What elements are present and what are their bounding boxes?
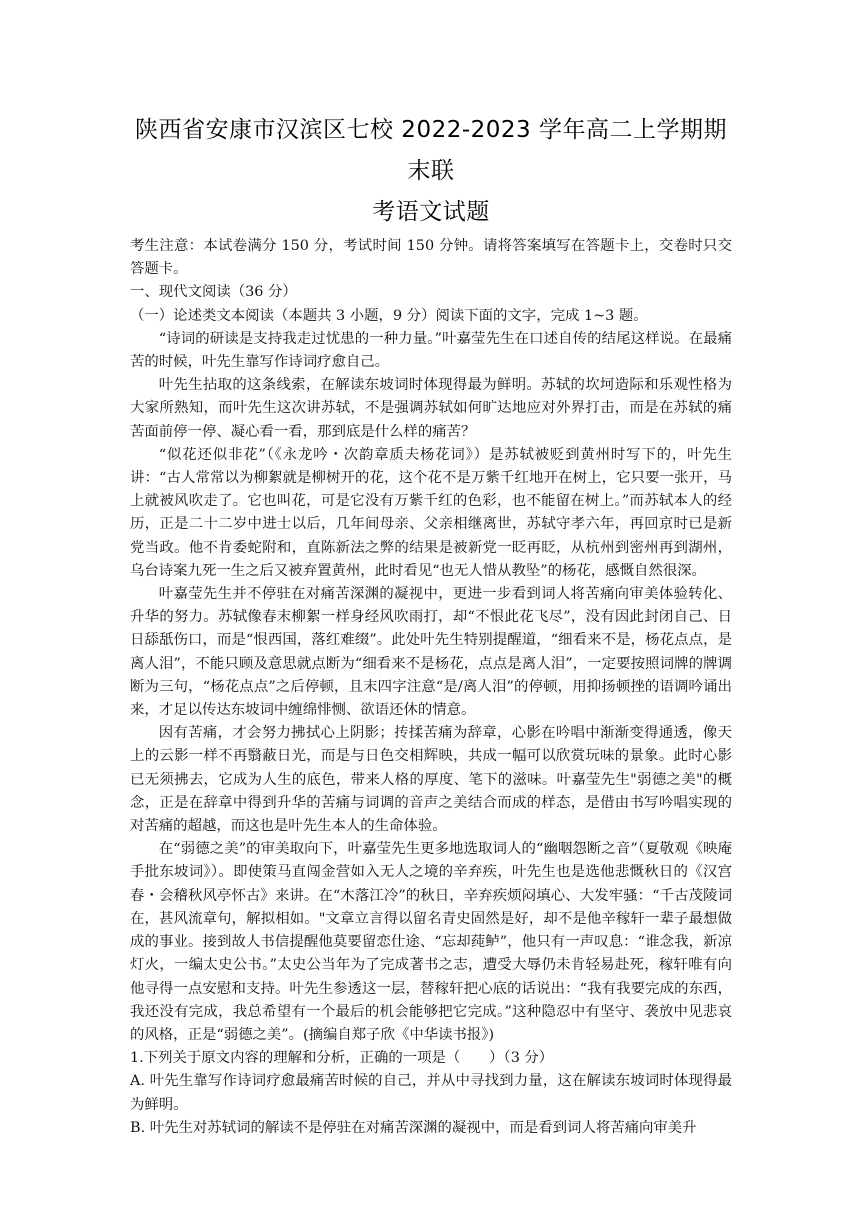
paragraph: “似花还似非花”（《永龙吟・次韵章质夫杨花词》）是苏轼被贬到黄州时写下的，叶先生讲：“古人常常以为柳絮就是柳树开的花，这个花不是万紫千红地开在树上，它只要一张开，马上就被风吹走了。它也叫花，可是它没有万紫千红的色彩，也不能留在树上。”而苏轼本人的经历，正是二十二岁中进士以后，几年间母亲、父亲相继离世，苏轼守孝六年，再回京时已是新党当政。他不肯委蛇附和，直陈新法之弊的结果是被新党一眨再眨，从杭州到密州再到湖州，乌台诗案九死一生之后又被弃置黄州，此时看见“也无人惜从教坠”的杨花，感慨自然很深。: [130, 446, 732, 579]
question-1: 1.下列关于原文内容的理解和分析，正确的一项是（ ）（3 分）: [130, 1050, 554, 1067]
paragraph: 叶先生拈取的这条线索，在解读东坡词时体现得最为鲜明。苏轼的坎坷造际和乐观性格为大家所熟知，而叶先生这次讲苏轼，不是强调苏轼如何旷达地应对外界打击，而是在苏轼的痛苦面前停一停、凝心看一看，那到底是什么样的痛苦？: [130, 377, 732, 440]
option-a: A. 叶先生靠写作诗词疗愈最痛苦时候的自己，并从中寻找到力量，这在解读东坡词时体现得最为鲜明。: [130, 1073, 732, 1113]
paragraph: 因有苦痛，才会努力拂拭心上阴影；抟揉苦痛为辞章，心影在吟唱中渐渐变得通透，像天上的云影一样不再翳蔽日光，而是与日色交相辉映，共成一幅可以欣赏玩味的景象。此时心影已无须拂去，它成为人生的底色，带来人格的厚度、笔下的滋味。叶嘉莹先生"弱德之美"的概念，正是在辞章中得到升华的苦痛与词调的音声之美结合而成的样态，是借由书写吟唱实现的对苦痛的超越，而这也是叶先生本人的生命体验。: [130, 725, 732, 835]
title-line-2: 考语文试题: [372, 199, 490, 225]
paragraph: 在“弱德之美”的审美取向下，叶嘉莹先生更多地选取词人的“幽咽怨断之音”（夏敬观《映庵手批东坡词》）。即使策马直闯金营如入无人之境的辛弃疾，叶先生也是选他悲慨秋日的《汉宫春・会稽秋风亭怀古》来讲。在“木落江冷”的秋日，辛弃疾烦闷填心、大发牢骚：“千古茂陵词在，甚风流章句，解拟相如。"文章立言得以留名青史固然是好，却不是他辛稼轩一辈子最想做成的事业。接到故人书信提醒他莫要留恋仕途、“忘却莼鲈”，他只有一声叹息：“谁念我，新凉灯火，一编太史公书。”太史公当年为了完成著书之志，遭受大辱仍未肯轻易赴死，稼轩唯有向他寻得一点安慰和支持。叶先生参透这一层，替稼轩把心底的话说出：“我有我要完成的东西，我还没有完成，我总希望有一个最后的机会能够把它完成。”这种隐忍中有坚守、袭放中见悲哀的风格，正是“弱德之美”。(摘编自郑子欣《中华读书报》): [130, 841, 732, 1043]
subsection-heading: （一）论述类文本阅读（本题共 3 小题，9 分）阅读下面的文字，完成 1~3 题。: [130, 307, 648, 324]
document-body: [130, 235, 732, 1140]
exam-notice: 考生注意：本试卷满分 150 分，考试时间 150 分钟。请将答案填写在答题卡上，交卷时只交答题卡。: [130, 238, 732, 278]
document-title: [130, 110, 732, 233]
option-b: B. 叶先生对苏轼词的解读不是停驻在对痛苦深渊的凝视中，而是看到词人将苦痛向审美升: [130, 1119, 697, 1136]
paragraph: “诗词的研读是支持我走过忧患的一种力量。”叶嘉莹先生在口述自传的结尾这样说。在最痛苦的时候，叶先生靠写作诗词疗愈自己。: [130, 330, 732, 371]
paragraph: 叶嘉莹先生并不停驻在对痛苦深渊的凝视中，更进一步看到词人将苦痛向审美体验转化、升华的努力。苏轼像春末柳絮一样身经风吹雨打，却“不恨此花飞尽”，没有因此封闭自己、日日舔舐伤口，而是“恨西国，落红难缀”。此处叶先生特别提醒道，“细看来不是，杨花点点，是离人泪”，不能只顾及意思就点断为“细看来不是杨花，点点是离人泪”，一定要按照词牌的牌调断为三句，“杨花点点”之后停顿，且末四字注意“是/离人泪”的停顿，用抑扬顿挫的语调吟诵出来，才足以传达东坡词中缠绵悱恻、欲语还休的情意。: [130, 586, 732, 719]
title-line-1: 陕西省安康市汉滨区七校 2022-2023 学年高二上学期期末联: [135, 117, 727, 184]
section-heading: 一、现代文阅读（36 分）: [130, 284, 297, 301]
